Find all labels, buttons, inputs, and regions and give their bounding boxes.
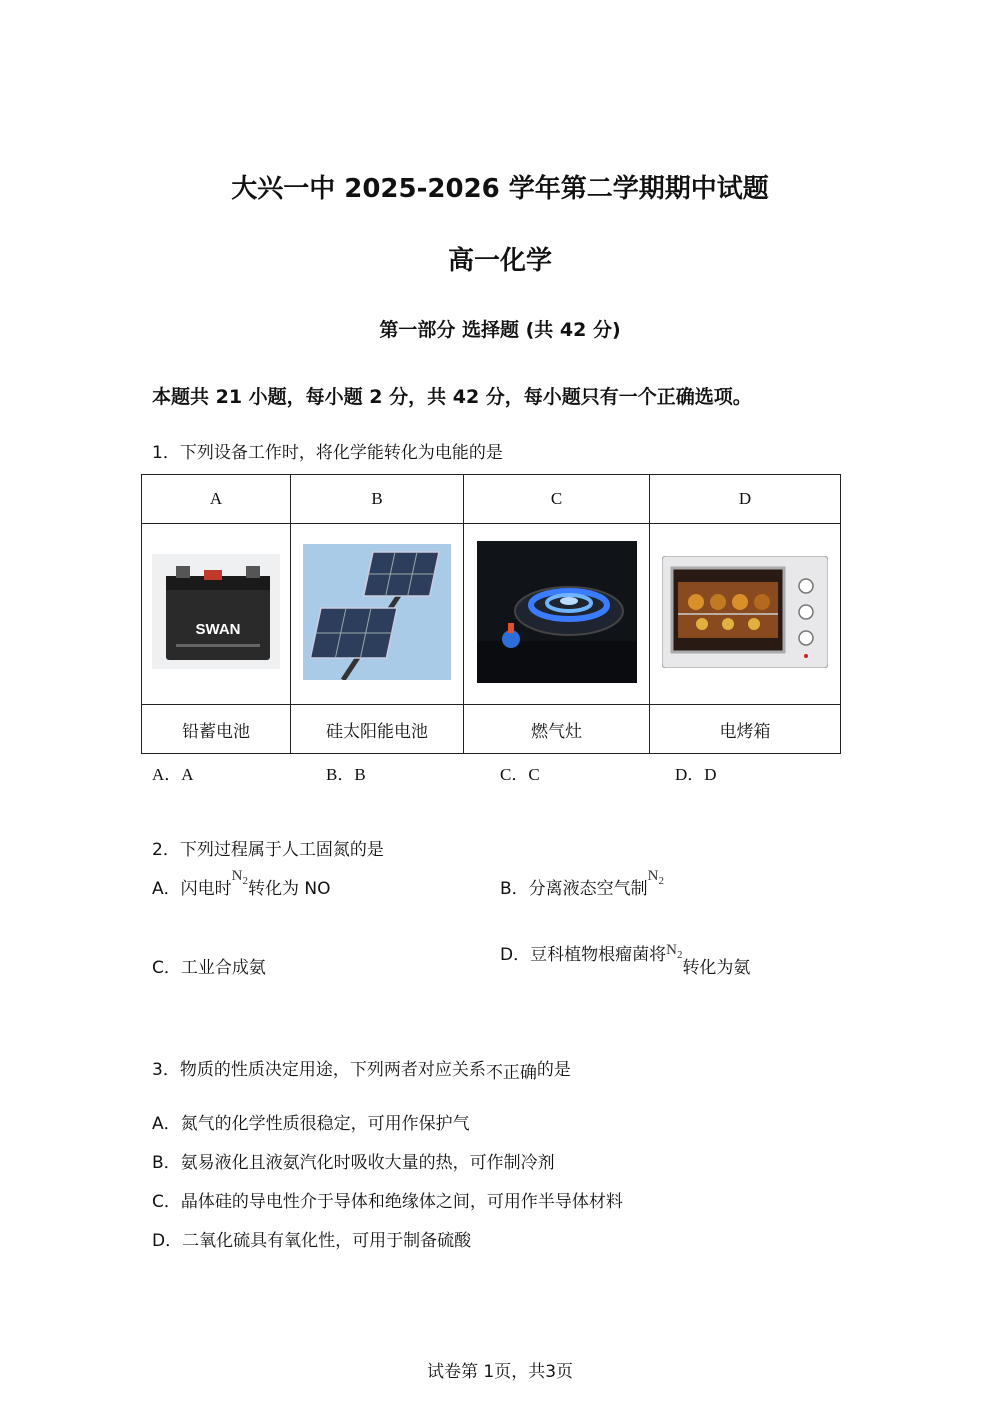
q2-option-c[interactable]: C．工业合成氨 bbox=[152, 958, 266, 978]
q1-option-d[interactable]: D．D bbox=[675, 765, 717, 784]
q2-option-b[interactable] bbox=[500, 868, 665, 899]
label-solar-cell: 硅太阳能电池 bbox=[291, 705, 464, 754]
q2-b-text: B．分离液态空气制 bbox=[500, 879, 648, 899]
battery-brand-label: SWAN bbox=[195, 621, 241, 638]
col-header-b: B bbox=[291, 475, 464, 524]
lead-battery-image bbox=[142, 524, 291, 705]
q3-option-a[interactable]: A．氮气的化学性质很稳定，可用作保护气 bbox=[152, 1114, 470, 1134]
q2-a-text-post: 转化为 NO bbox=[247, 879, 331, 899]
q2-option-d[interactable] bbox=[500, 940, 751, 978]
q2-a-text-pre: A．闪电时 bbox=[152, 879, 232, 899]
q2-option-a[interactable] bbox=[152, 868, 331, 899]
label-lead-battery: 铅蓄电池 bbox=[142, 705, 291, 754]
col-header-a: A bbox=[142, 475, 291, 524]
n2-formula: $N_2$ bbox=[666, 942, 683, 961]
col-header-d: D bbox=[650, 475, 841, 524]
subject-title: 高一化学 bbox=[447, 246, 552, 276]
q2-stem: 2．下列过程属于人工固氮的是 bbox=[152, 840, 384, 860]
exam-title: 大兴一中 2025-2026 学年第二学期期中试题 bbox=[231, 174, 769, 204]
q1-stem: 1．下列设备工作时，将化学能转化为电能的是 bbox=[152, 443, 503, 463]
label-gas-stove: 燃气灶 bbox=[464, 705, 650, 754]
electric-oven-image bbox=[650, 524, 841, 705]
label-electric-oven: 电烤箱 bbox=[650, 705, 841, 754]
n2-formula: $N_2$ bbox=[231, 868, 248, 887]
q3-stem: 3．物质的性质决定用途，下列两者对应关系不正确的是 bbox=[152, 1060, 571, 1083]
q1-option-b[interactable]: B．B bbox=[326, 765, 366, 784]
q3-option-d[interactable]: D．二氧化硫具有氧化性，可用于制备硫酸 bbox=[152, 1231, 472, 1251]
n2-formula: $N_2$ bbox=[647, 868, 665, 887]
q1-option-a[interactable]: A．A bbox=[152, 765, 194, 784]
col-header-c: C bbox=[464, 475, 650, 524]
gas-stove-image bbox=[464, 524, 650, 705]
q3-option-b[interactable]: B．氨易液化且液氨汽化时吸收大量的热，可作制冷剂 bbox=[152, 1153, 555, 1173]
page-footer: 试卷第 1页，共3页 bbox=[426, 1362, 574, 1382]
q2-d-text-pre: D．豆科植物根瘤菌将 bbox=[500, 945, 667, 965]
section-instruction: 本题共 21 小题，每小题 2 分，共 42 分，每小题只有一个正确选项。 bbox=[152, 386, 752, 408]
q2-d-text-post: 转化为氨 bbox=[682, 958, 751, 978]
solar-panel-image bbox=[291, 524, 464, 705]
q1-option-c[interactable]: C．C bbox=[500, 765, 540, 784]
part-heading: 第一部分 选择题 (共 42 分) bbox=[379, 319, 621, 341]
q1-table bbox=[141, 474, 841, 754]
q3-option-c[interactable]: C．晶体硅的导电性介于导体和绝缘体之间，可用作半导体材料 bbox=[152, 1192, 623, 1212]
q3-stem-emphasis: 不正确 bbox=[485, 1063, 537, 1083]
